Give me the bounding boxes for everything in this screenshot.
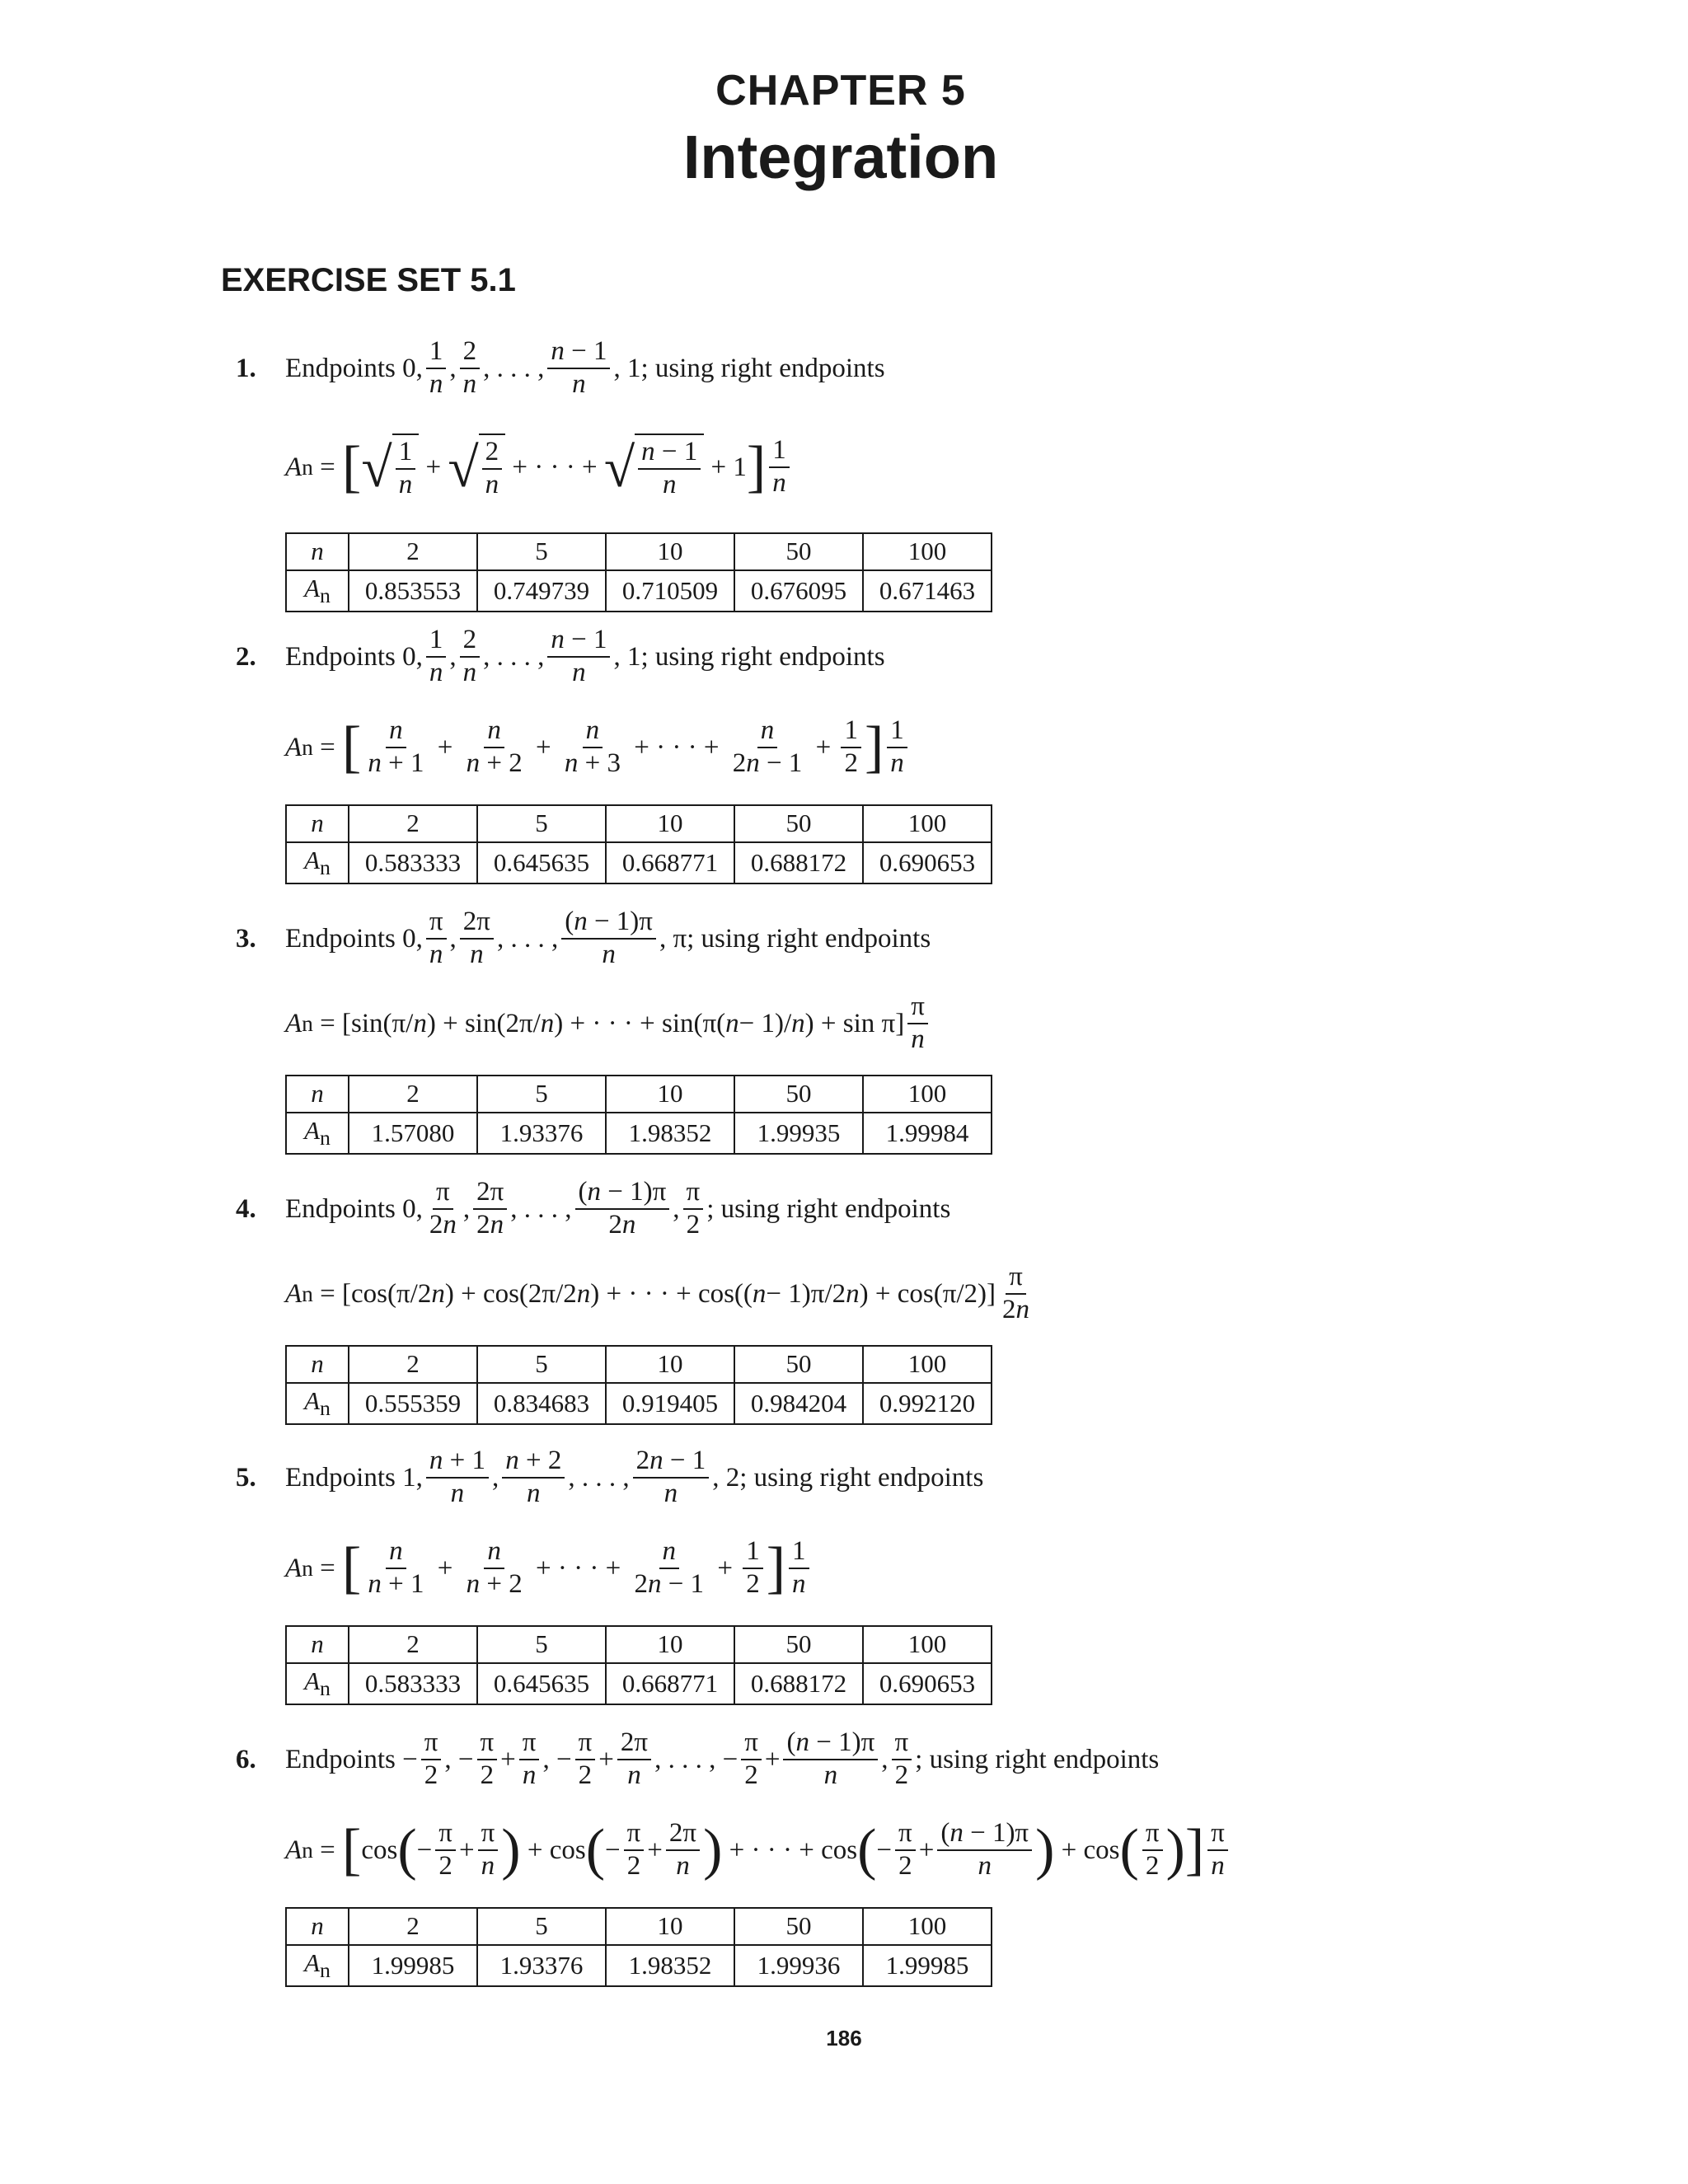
exercise-1: [236, 323, 1637, 612]
table-cell: 0.645635: [477, 1663, 606, 1704]
table-header-an: $A_n$: [286, 1113, 349, 1154]
table-header-an: $A_n$: [286, 1945, 349, 1986]
table-cell: 1.98352: [606, 1945, 734, 1986]
endpoints-suffix: ; using right endpoints: [915, 1744, 1160, 1774]
endpoints-line: 5. Endpoints 1, $\frac{n + 1}{n}$ , $\frac{n + 2}{n}$ , . . . , $\frac{2n - 1}{n}$ , 2; using right endpoints: [236, 1446, 984, 1508]
table-cell: 50: [734, 533, 863, 570]
table-row: [286, 1346, 992, 1383]
endpoints-prefix: Endpoints 0,: [285, 641, 423, 672]
table-cell: 1.99985: [349, 1945, 477, 1986]
table-cell: 0.668771: [606, 1663, 734, 1704]
table-cell: 1.98352: [606, 1113, 734, 1154]
table-cell: 50: [734, 1076, 863, 1113]
table-cell: 0.919405: [606, 1383, 734, 1424]
table-cell: 0.834683: [477, 1383, 606, 1424]
table-cell: 0.668771: [606, 842, 734, 883]
endpoints-prefix: Endpoints 1,: [285, 1462, 423, 1493]
table-header-an: $A_n$: [286, 570, 349, 612]
area-formula: A n = [sin(π/ n ) + sin(2π/ n ) + · · · + sin(π( n − 1)/ n ) + sin π] $\frac{\pi}{n}$: [285, 984, 1637, 1063]
table-cell: 50: [734, 805, 863, 842]
exercise-number: 6.: [236, 1744, 256, 1774]
table-row: [286, 842, 992, 883]
table-cell: 0.645635: [477, 842, 606, 883]
endpoints-line: 2. Endpoints 0, $\frac{1}{n}$ , $\frac{2}{n}$ , . . . , $\frac{n - 1}{n}$ , 1; using right endpoints: [236, 625, 885, 687]
table-cell: 1.99936: [734, 1945, 863, 1986]
table-row: [286, 1626, 992, 1663]
table-cell: 50: [734, 1626, 863, 1663]
endpoints-suffix: , π; using right endpoints: [659, 923, 931, 954]
table-cell: 0.688172: [734, 842, 863, 883]
endpoints-prefix: Endpoints −: [285, 1744, 418, 1774]
endpoints-line: 3. Endpoints 0, $\frac{\pi}{n}$ , $\frac{2\pi}{n}$ , . . . , $\frac{(n - 1)\pi}{n}$ , π; using right endpoints: [236, 907, 931, 969]
table-row: [286, 533, 992, 570]
table-cell: 5: [477, 533, 606, 570]
table-row: [286, 805, 992, 842]
table-cell: 1.99935: [734, 1113, 863, 1154]
exercise-4: [236, 1164, 1637, 1425]
table-row: [286, 1076, 992, 1113]
table-cell: 5: [477, 1346, 606, 1383]
table-cell: 10: [606, 1626, 734, 1663]
values-table: [285, 804, 992, 884]
table-cell: 0.690653: [863, 1663, 992, 1704]
table-cell: 100: [863, 1908, 992, 1945]
values-table: [285, 1625, 992, 1705]
table-cell: 2: [349, 1626, 477, 1663]
table-cell: 0.583333: [349, 842, 477, 883]
exercise-number: 2.: [236, 641, 256, 672]
table-header-n: n: [286, 1908, 349, 1945]
table-cell: 10: [606, 1076, 734, 1113]
table-cell: 1.99985: [863, 1945, 992, 1986]
values-table: [285, 1907, 992, 1987]
table-cell: 1.57080: [349, 1113, 477, 1154]
table-header-n: n: [286, 1626, 349, 1663]
exercise-2: [236, 612, 1637, 884]
area-formula: A n = [cos(π/2 n ) + cos(2π/2 n ) + · · · + cos(( n − 1)π/2 n ) + cos(π/2)] $\frac{\pi}{2n}$: [285, 1262, 1029, 1324]
table-cell: 100: [863, 1626, 992, 1663]
table-cell: 5: [477, 1626, 606, 1663]
table-row: [286, 1383, 992, 1424]
table-cell: 10: [606, 533, 734, 570]
exercise-6: [236, 1714, 1637, 1987]
table-header-an: $A_n$: [286, 1663, 349, 1704]
endpoints-suffix: , 1; using right endpoints: [613, 353, 885, 383]
area-formula: A n = [ $\frac{n}{n + 1}$ + $\frac{n}{n + 2}$ + · · · + $\frac{n}{2n - 1}$ + $\frac{1}{2}$ ] $\frac{1}{n}$: [285, 1523, 1637, 1614]
table-cell: 2: [349, 805, 477, 842]
table-header-n: n: [286, 533, 349, 570]
table-cell: 10: [606, 1908, 734, 1945]
chapter-label: CHAPTER 5: [715, 67, 966, 115]
exercise-5: [236, 1432, 1637, 1705]
table-cell: 100: [863, 533, 992, 570]
values-table: [285, 532, 992, 612]
endpoints-prefix: Endpoints 0,: [285, 1193, 423, 1224]
endpoints-suffix: , 2; using right endpoints: [712, 1462, 984, 1493]
table-cell: 0.710509: [606, 570, 734, 612]
table-cell: 5: [477, 1076, 606, 1113]
area-formula: A n = [ cos ( − $\frac{\pi}{2}$ + $\frac{\pi}{n}$ ) + cos ( − $\frac{\pi}{2}$ + $\frac{2\pi}{n}$ ) + · · · + cos ( − $\frac{\pi}{2}$ + $\frac{(n - 1)\pi}{n}$ ) + cos ( $\frac{\pi}{2}$ ) ] $\frac{\pi}{n}$: [285, 1805, 1637, 1896]
table-cell: 2: [349, 1076, 477, 1113]
table-header-an: $A_n$: [286, 842, 349, 883]
table-cell: 0.583333: [349, 1663, 477, 1704]
table-cell: 0.690653: [863, 842, 992, 883]
endpoints-suffix: ; using right endpoints: [706, 1193, 951, 1224]
table-cell: 1.93376: [477, 1945, 606, 1986]
endpoints-suffix: , 1; using right endpoints: [613, 641, 885, 672]
table-cell: 5: [477, 805, 606, 842]
exercise-3: [236, 893, 1637, 1155]
table-cell: 100: [863, 1346, 992, 1383]
table-cell: 50: [734, 1908, 863, 1945]
table-cell: 0.853553: [349, 570, 477, 612]
exercise-number: 1.: [236, 353, 256, 383]
area-formula: A n = [ $\frac{n}{n + 1}$ + $\frac{n}{n + 2}$ + $\frac{n}{n + 3}$ + · · · + $\frac{n}{2n - 1}$ + $\frac{1}{2}$ ] $\frac{1}{n}$: [285, 702, 1637, 793]
page-number: 186: [826, 2026, 862, 2050]
section-title: EXERCISE SET 5.1: [221, 262, 516, 298]
table-row: [286, 1908, 992, 1945]
table-cell: 0.992120: [863, 1383, 992, 1424]
table-cell: 0.676095: [734, 570, 863, 612]
endpoints-line: 4. Endpoints 0, $\frac{\pi}{2n}$ , $\frac{2\pi}{2n}$ , . . . , $\frac{(n - 1)\pi}{2n}$ , $\frac{\pi}{2}$ ; using right endpoints: [236, 1177, 951, 1240]
values-table: [285, 1075, 992, 1155]
table-header-n: n: [286, 1346, 349, 1383]
table-row: [286, 1663, 992, 1704]
exercise-number: 3.: [236, 923, 256, 954]
table-row: [286, 570, 992, 612]
table-cell: 100: [863, 1076, 992, 1113]
table-cell: 0.555359: [349, 1383, 477, 1424]
table-cell: 5: [477, 1908, 606, 1945]
endpoints-line: 1. Endpoints 0, $\frac{1}{n}$ , $\frac{2}{n}$ , . . . , $\frac{n - 1}{n}$ , 1; using right endpoints: [236, 336, 885, 399]
table-cell: 50: [734, 1346, 863, 1383]
endpoints-line: 6. Endpoints − $\frac{\pi}{2}$ , − $\frac{\pi}{2}$ + $\frac{\pi}{n}$ , − $\frac{\pi}{2}$ + $\frac{2\pi}{n}$ , . . . , − $\frac{\pi}{2}$ + $\frac{(n - 1)\pi}{n}$ , $\frac{\pi}{2}$ ; using right endpoints: [236, 1727, 1160, 1790]
table-cell: 0.984204: [734, 1383, 863, 1424]
table-cell: 2: [349, 1908, 477, 1945]
exercise-number: 4.: [236, 1193, 256, 1224]
table-cell: 2: [349, 533, 477, 570]
table-cell: 100: [863, 805, 992, 842]
table-header-n: n: [286, 1076, 349, 1113]
values-table: [285, 1345, 992, 1425]
table-header-an: $A_n$: [286, 1383, 349, 1424]
table-cell: 10: [606, 805, 734, 842]
endpoints-prefix: Endpoints 0,: [285, 923, 423, 954]
table-cell: 2: [349, 1346, 477, 1383]
table-header-n: n: [286, 805, 349, 842]
table-cell: 1.93376: [477, 1113, 606, 1154]
table-cell: 0.749739: [477, 570, 606, 612]
table-row: [286, 1113, 992, 1154]
chapter-title: Integration: [682, 123, 999, 191]
table-row: [286, 1945, 992, 1986]
exercise-number: 5.: [236, 1462, 256, 1493]
table-cell: 1.99984: [863, 1113, 992, 1154]
endpoints-prefix: Endpoints 0,: [285, 353, 423, 383]
area-formula: A n = [ √ $\frac{1}{n}$ + √ $\frac{2}{n}$ + · · · + √ $\frac{n - 1}{n}$ + 1 ] $\frac{1}{n}$: [285, 414, 1637, 521]
table-cell: 0.671463: [863, 570, 992, 612]
table-cell: 10: [606, 1346, 734, 1383]
table-cell: 0.688172: [734, 1663, 863, 1704]
